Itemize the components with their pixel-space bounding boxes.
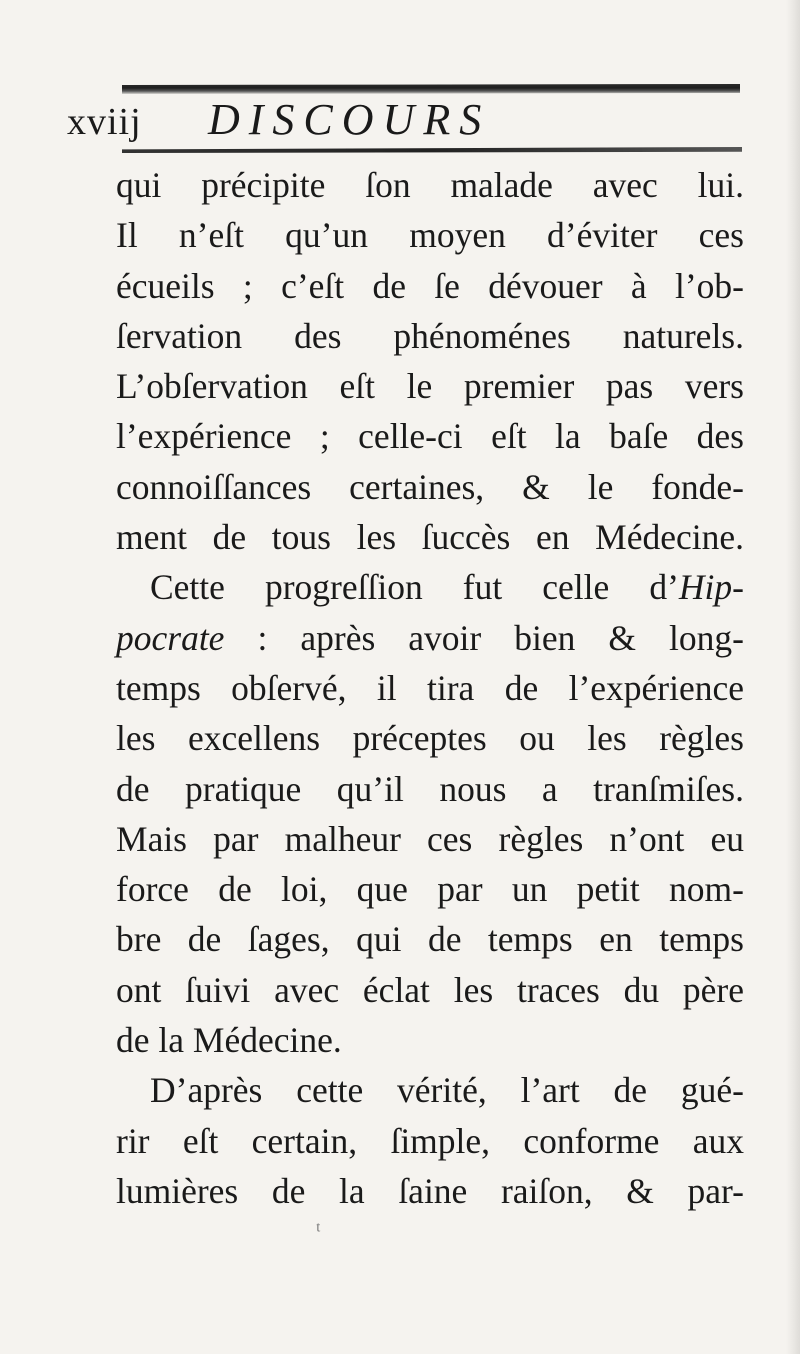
body-text: [116, 160, 744, 1216]
text-line-10-roman: : après avoir bien & long-: [224, 617, 744, 658]
text-line-19: D’après cette vérité, l’art de gué-: [150, 1070, 744, 1111]
text-line-15: force de loi, que par un petit nom-: [116, 869, 744, 910]
text-line-18: de la Médecine.: [116, 1020, 342, 1061]
page-number: xviij: [67, 101, 142, 143]
text-line-13: de pratique qu’il nous a tranſmiſes.: [116, 768, 744, 809]
text-line-1: qui précipite ſon malade avec lui.: [116, 165, 744, 205]
text-line-14: Mais par malheur ces règles n’ont eu: [116, 818, 744, 859]
text-line-10-italic: pocrate: [116, 617, 225, 658]
text-line-9-italic: Hip-: [678, 567, 744, 608]
text-line-3: écueils ; c’eſt de ſe dévouer à l’ob-: [116, 265, 744, 306]
text-line-2: Il n’eſt qu’un moyen d’éviter ces: [116, 215, 744, 256]
text-line-17: ont ſuivi avec éclat les traces du père: [116, 969, 744, 1010]
text-line-9-roman: Cette progreſſion fut celle d’: [150, 567, 679, 608]
text-line-5: L’obſervation eſt le premier pas vers: [116, 366, 744, 407]
signature-mark: ᵗ: [316, 1218, 321, 1244]
running-head: DISCOURS: [208, 95, 491, 144]
text-line-4: ſervation des phénoménes naturels.: [116, 315, 744, 356]
text-line-6: l’expérience ; celle-ci eſt la baſe des: [116, 416, 744, 457]
text-line-7: connoiſſances certaines, & le fonde-: [116, 466, 744, 507]
text-line-11: temps obſervé, il tira de l’expérience: [116, 667, 744, 708]
text-line-21: lumières de la ſaine raiſon, & par-: [116, 1170, 744, 1211]
text-line-8: ment de tous les ſuccès en Médecine.: [116, 517, 744, 558]
text-line-12: les excellens préceptes ou les règles: [116, 718, 744, 759]
text-line-16: bre de ſages, qui de temps en temps: [116, 919, 744, 960]
text-line-9: [116, 562, 744, 612]
text-line-10: [116, 613, 744, 663]
text-line-20: rir eſt certain, ſimple, conforme aux: [116, 1120, 744, 1161]
page-edge-shadow: [786, 0, 800, 1354]
page-header: [0, 92, 800, 152]
